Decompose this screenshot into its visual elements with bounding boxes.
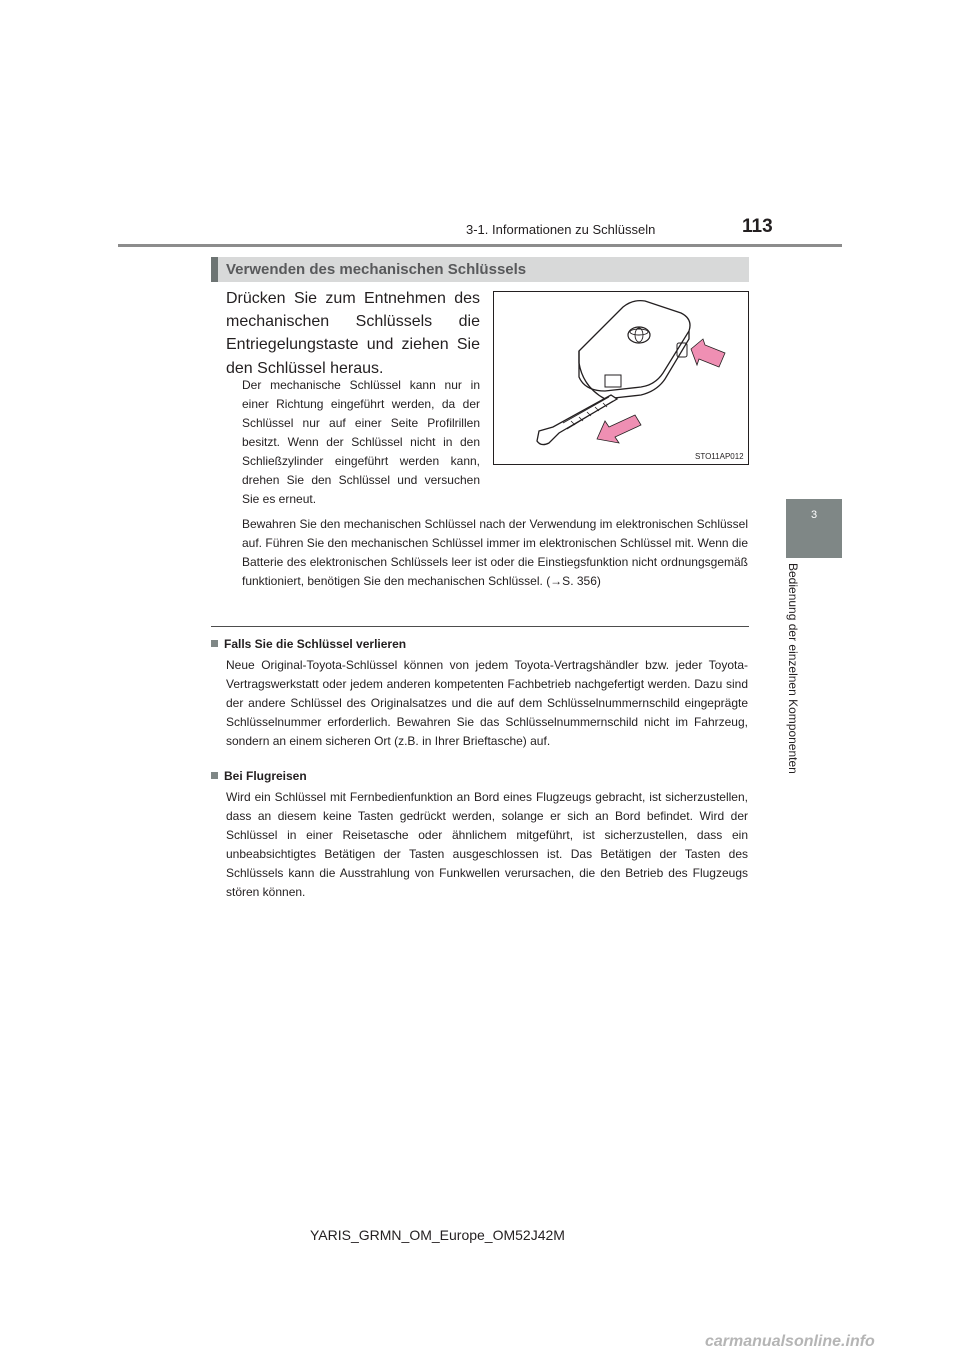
chapter-tab: [786, 499, 842, 558]
section-divider: [211, 626, 749, 627]
note-paragraph-continued: Bewahren Sie den mechanischen Schlüssel nach der Verwendung im elektronischen Schlüssel auf. Führen Sie den mechanischen Schlüssel immer im elektronischen Schlüssel mit. Wenn die Batterie des elektronischen Schlüssels leer ist oder die Einstiegsfunktion nicht ordnungsgemäß funktioniert, benötigen Sie den mechanischen Schlüssel. (→S. 356): [242, 517, 748, 588]
lead-paragraph: Drücken Sie zum Entnehmen des mechanischen Schlüssels die Entriegelungstaste und ziehen Sie den Schlüssel heraus.: [226, 290, 480, 377]
square-bullet-icon: [211, 640, 218, 647]
note-paragraph: Der mechanische Schlüssel kann nur in einer Richtung eingeführt werden, da der Schlüssel nur auf einer Seite Profilrillen besitzt. Wenn der Schlüssel nicht in den Schließzylinder eingeführt werden kann, drehen Sie den Schlüssel und versuchen Sie es erneut.: [242, 378, 480, 506]
section-heading-accent: [211, 257, 218, 282]
chapter-tab-number: 3: [810, 509, 818, 521]
header-rule: [118, 244, 842, 247]
figure-code: STO11AP012: [695, 452, 744, 461]
section-heading: Verwenden des mechanischen Schlüssels: [226, 261, 527, 278]
chapter-tab-title: Bedienung der einzelnen Komponenten: [786, 563, 800, 774]
header-section-title: 3-1. Informationen zu Schlüsseln: [466, 222, 656, 237]
key-illustration: [493, 291, 749, 465]
square-bullet-icon: [211, 772, 218, 779]
footer-doc-code: YARIS_GRMN_OM_Europe_OM52J42M: [310, 1227, 565, 1243]
subsection-heading-air-travel: Bei Flugreisen: [211, 769, 307, 783]
watermark: carmanualsonline.info: [705, 1333, 875, 1350]
subsection-heading-lost-keys: Falls Sie die Schlüssel verlieren: [211, 637, 406, 651]
subsection-body-lost-keys: Neue Original-Toyota-Schlüssel können von jedem Toyota-Vertragshändler bzw. jeder Toyota-Vertragswerkstatt oder jedem anderen kompetenten Fachbetrieb nachgefertigt werden. Dazu sind der andere Schlüssel des Originalsatzes und die auf dem Schlüsselnummernschild eingeprägte Schlüsselnummer erforderlich. Bewahren Sie das Schlüsselnummernschild nicht im Fahrzeug, sondern an einem sicheren Ort (z.B. in Ihrer Brieftasche) auf.: [226, 658, 748, 748]
page-number: 113: [742, 216, 773, 237]
subsection-body-air-travel: Wird ein Schlüssel mit Fernbedienfunktion an Bord eines Flugzeugs gebracht, ist sicherzustellen, dass an diesem keine Tasten gedrückt werden, solange er sich an Bord befindet. Wird der Schlüssel in einer Reisetasche oder ähnlichem mitgeführt, ist sicherzustellen, dass ein unbeabsichtigtes Betätigen der Tasten ausgeschlossen ist. Das Betätigen der Tasten des Schlüssels kann die Ausstrahlung von Funkwellen verursachen, die den Betrieb des Flugzeugs stören können.: [226, 790, 748, 899]
